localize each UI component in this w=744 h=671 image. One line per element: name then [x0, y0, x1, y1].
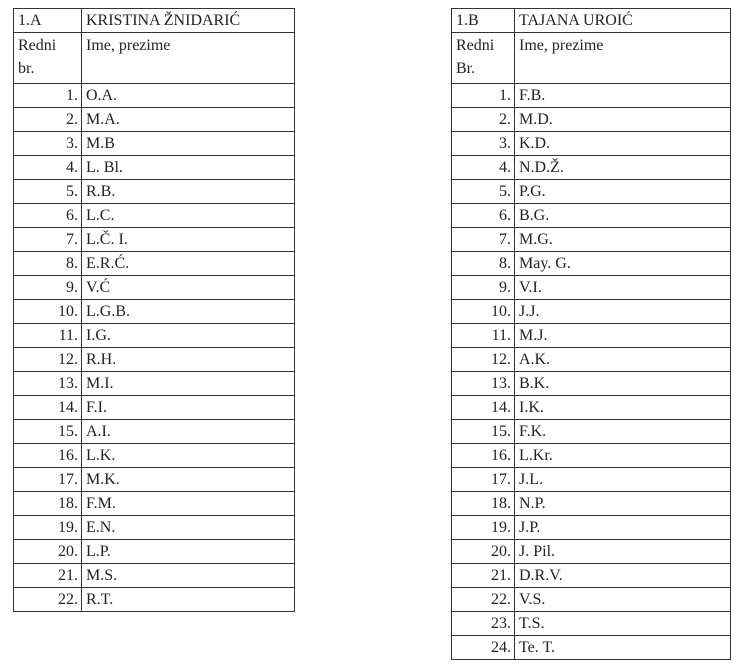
column-header-number [452, 33, 515, 84]
column-header-name: Ime, prezime [515, 33, 731, 84]
student-initials: A.I. [82, 420, 295, 444]
student-number: 16. [14, 444, 82, 468]
student-row [14, 444, 295, 468]
student-initials: L.C. [82, 204, 295, 228]
student-number: 12. [452, 348, 515, 372]
student-row [452, 348, 731, 372]
teacher-name: KRISTINA ŽNIDARIĆ [82, 9, 295, 33]
column-header-number-line1: Redni [456, 37, 495, 54]
student-initials: V.I. [515, 276, 731, 300]
student-number: 1. [14, 84, 82, 108]
student-initials: N.D.Ž. [515, 156, 731, 180]
student-row [14, 276, 295, 300]
student-number: 1. [452, 84, 515, 108]
student-row [452, 372, 731, 396]
class-header-row [452, 9, 731, 33]
student-initials: N.P. [515, 492, 731, 516]
student-initials: M.J. [515, 324, 731, 348]
student-initials: M.K. [82, 468, 295, 492]
student-initials: F.K. [515, 420, 731, 444]
student-initials: B.G. [515, 204, 731, 228]
student-number: 5. [452, 180, 515, 204]
student-initials: F.M. [82, 492, 295, 516]
student-initials: Te. T. [515, 636, 731, 660]
student-row [452, 108, 731, 132]
student-initials: J. Pil. [515, 540, 731, 564]
student-number: 11. [452, 324, 515, 348]
student-initials: M.S. [82, 564, 295, 588]
column-header-row [452, 33, 731, 84]
student-row [452, 396, 731, 420]
class-code: 1.A [14, 9, 82, 33]
student-number: 2. [452, 108, 515, 132]
student-initials: J.J. [515, 300, 731, 324]
student-row [14, 564, 295, 588]
student-row [14, 588, 295, 612]
student-row [452, 204, 731, 228]
student-initials: T.S. [515, 612, 731, 636]
student-number: 13. [14, 372, 82, 396]
student-initials: R.T. [82, 588, 295, 612]
student-number: 7. [14, 228, 82, 252]
student-initials: F.B. [515, 84, 731, 108]
student-row [14, 420, 295, 444]
class-header-row [14, 9, 295, 33]
student-number: 19. [14, 516, 82, 540]
student-row [452, 612, 731, 636]
column-header-number-line2: br. [18, 59, 35, 77]
student-initials: O.A. [82, 84, 295, 108]
student-number: 10. [452, 300, 515, 324]
student-number: 17. [14, 468, 82, 492]
student-number: 17. [452, 468, 515, 492]
student-number: 2. [14, 108, 82, 132]
student-row [14, 84, 295, 108]
student-initials: L.K. [82, 444, 295, 468]
student-number: 4. [452, 156, 515, 180]
student-initials: K.D. [515, 132, 731, 156]
student-row [14, 516, 295, 540]
student-row [14, 372, 295, 396]
student-number: 19. [452, 516, 515, 540]
column-header-row [14, 33, 295, 84]
student-initials: M.D. [515, 108, 731, 132]
column-header-name: Ime, prezime [82, 33, 295, 84]
student-number: 6. [452, 204, 515, 228]
student-row [452, 300, 731, 324]
student-row [452, 180, 731, 204]
student-number: 24. [452, 636, 515, 660]
student-row [14, 132, 295, 156]
student-initials: L.P. [82, 540, 295, 564]
teacher-name: TAJANA UROIĆ [515, 9, 731, 33]
student-number: 14. [452, 396, 515, 420]
student-row [14, 252, 295, 276]
student-initials: E.R.Ć. [82, 252, 295, 276]
student-number: 5. [14, 180, 82, 204]
student-initials: M.A. [82, 108, 295, 132]
student-row [14, 156, 295, 180]
student-row [14, 492, 295, 516]
student-row [452, 252, 731, 276]
student-number: 10. [14, 300, 82, 324]
student-row [452, 324, 731, 348]
student-row [14, 348, 295, 372]
student-initials: M.G. [515, 228, 731, 252]
student-row [452, 420, 731, 444]
student-row [452, 564, 731, 588]
student-number: 3. [14, 132, 82, 156]
student-number: 18. [452, 492, 515, 516]
student-initials: B.K. [515, 372, 731, 396]
student-row [452, 276, 731, 300]
class-1b-body [452, 9, 731, 660]
student-initials: R.B. [82, 180, 295, 204]
column-header-number-line1: Redni [18, 37, 57, 54]
student-initials: L.G.B. [82, 300, 295, 324]
student-initials: M.I. [82, 372, 295, 396]
student-row [452, 540, 731, 564]
student-initials: V.Ć [82, 276, 295, 300]
student-number: 22. [14, 588, 82, 612]
student-initials: L.Č. I. [82, 228, 295, 252]
student-row [14, 180, 295, 204]
student-initials: D.R.V. [515, 564, 731, 588]
student-initials: V.S. [515, 588, 731, 612]
student-number: 8. [452, 252, 515, 276]
student-row [14, 300, 295, 324]
student-number: 22. [452, 588, 515, 612]
student-row [452, 228, 731, 252]
student-number: 7. [452, 228, 515, 252]
student-row [452, 516, 731, 540]
student-number: 23. [452, 612, 515, 636]
student-number: 13. [452, 372, 515, 396]
student-row [452, 84, 731, 108]
class-1a-body [14, 9, 295, 612]
student-number: 20. [14, 540, 82, 564]
student-initials: R.H. [82, 348, 295, 372]
student-number: 11. [14, 324, 82, 348]
student-number: 18. [14, 492, 82, 516]
student-number: 8. [14, 252, 82, 276]
student-row [14, 108, 295, 132]
student-initials: M.B [82, 132, 295, 156]
student-number: 16. [452, 444, 515, 468]
column-header-number [14, 33, 82, 84]
student-initials: I.K. [515, 396, 731, 420]
student-number: 21. [14, 564, 82, 588]
student-row [14, 468, 295, 492]
student-row [14, 228, 295, 252]
column-header-number-line2: Br. [456, 59, 476, 77]
student-number: 6. [14, 204, 82, 228]
student-row [452, 132, 731, 156]
student-row [14, 324, 295, 348]
student-initials: E.N. [82, 516, 295, 540]
student-number: 3. [452, 132, 515, 156]
student-initials: J.P. [515, 516, 731, 540]
student-row [452, 156, 731, 180]
student-number: 15. [14, 420, 82, 444]
student-initials: L.Kr. [515, 444, 731, 468]
student-row [14, 204, 295, 228]
student-row [452, 588, 731, 612]
student-number: 15. [452, 420, 515, 444]
student-number: 9. [452, 276, 515, 300]
student-number: 21. [452, 564, 515, 588]
student-initials: J.L. [515, 468, 731, 492]
student-number: 9. [14, 276, 82, 300]
student-number: 12. [14, 348, 82, 372]
class-1b-table [451, 8, 731, 660]
student-initials: L. Bl. [82, 156, 295, 180]
student-row [452, 444, 731, 468]
student-row [452, 636, 731, 660]
student-number: 14. [14, 396, 82, 420]
student-initials: May. G. [515, 252, 731, 276]
student-row [14, 396, 295, 420]
student-initials: A.K. [515, 348, 731, 372]
student-row [452, 468, 731, 492]
student-row [452, 492, 731, 516]
student-number: 4. [14, 156, 82, 180]
student-number: 20. [452, 540, 515, 564]
class-1a-table [13, 8, 295, 612]
student-row [14, 540, 295, 564]
student-initials: F.I. [82, 396, 295, 420]
student-initials: P.G. [515, 180, 731, 204]
class-code: 1.B [452, 9, 515, 33]
student-initials: I.G. [82, 324, 295, 348]
